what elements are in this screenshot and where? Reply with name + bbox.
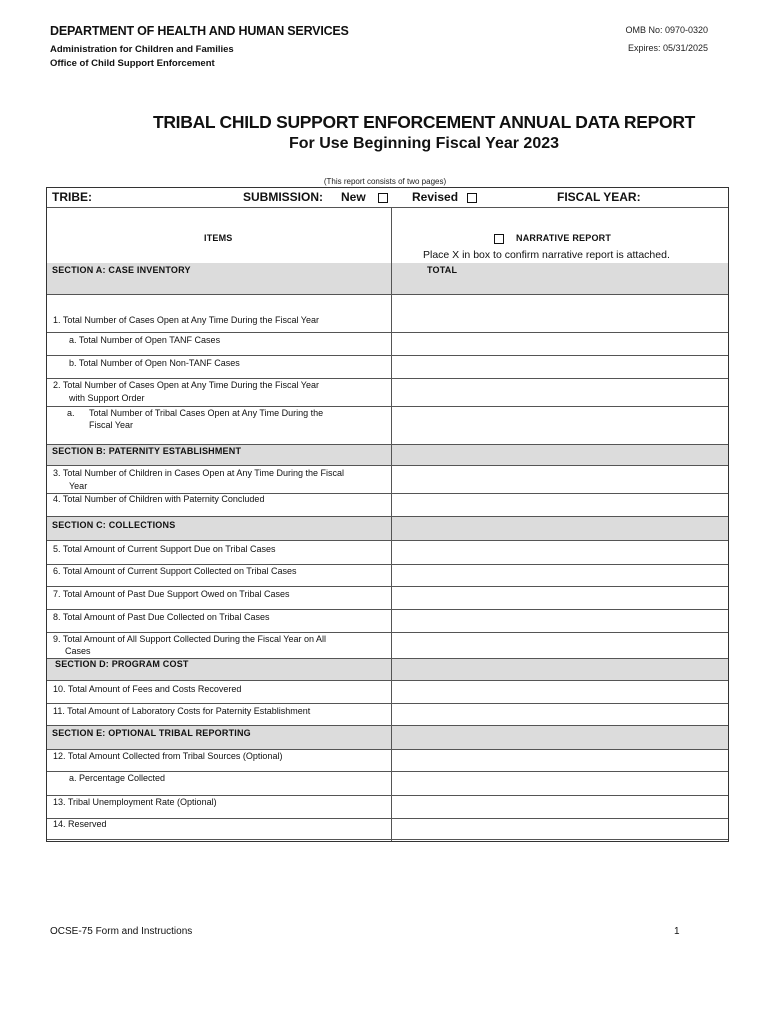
item-11-label: 11. Total Amount of Laboratory Costs for Paternity Establishment — [53, 706, 311, 716]
narrative-report-option[interactable] — [494, 233, 611, 244]
section-a-heading: SECTION A: CASE INVENTORY — [52, 265, 191, 275]
total-input-item-2[interactable] — [392, 378, 728, 406]
item-9-label: 9. Total Amount of All Support Collected During the Fiscal Year on All — [53, 634, 326, 644]
total-input-item-13[interactable] — [392, 795, 728, 818]
new-checkbox[interactable] — [378, 193, 388, 203]
tribe-label: TRIBE: — [52, 190, 92, 204]
section-b-heading: SECTION B: PATERNITY ESTABLISHMENT — [52, 446, 242, 456]
item-1b-label: b. Total Number of Open Non-TANF Cases — [69, 358, 240, 368]
item-5-label: 5. Total Amount of Current Support Due on Tribal Cases — [53, 544, 276, 554]
item-10-label: 10. Total Amount of Fees and Costs Recovered — [53, 684, 242, 694]
item-2a-label: Total Number of Tribal Cases Open at Any Time During the — [89, 408, 324, 418]
total-input-item-10[interactable] — [392, 680, 728, 703]
item-13-label: 13. Tribal Unemployment Rate (Optional) — [53, 797, 217, 807]
item-6-label: 6. Total Amount of Current Support Collected on Tribal Cases — [53, 566, 297, 576]
total-input-item-6[interactable] — [392, 564, 728, 586]
total-input-item-5[interactable] — [392, 540, 728, 564]
narrative-instruction: Place X in box to confirm narrative report is attached. — [423, 249, 670, 261]
item-1a-label: a. Total Number of Open TANF Cases — [69, 335, 221, 345]
item-12a-label: a. Percentage Collected — [69, 773, 166, 783]
section-c-heading: SECTION C: COLLECTIONS — [52, 520, 176, 530]
revised-label: Revised — [412, 190, 459, 204]
item-4-label: 4. Total Number of Children with Paternity Concluded — [53, 494, 265, 504]
item-2a-marker: a. — [67, 408, 75, 418]
department-name: DEPARTMENT OF HEALTH AND HUMAN SERVICES — [50, 24, 349, 38]
total-input-item-4[interactable] — [392, 493, 728, 516]
total-input-item-8[interactable] — [392, 609, 728, 632]
item-12-label: 12. Total Amount Collected from Tribal Sources (Optional) — [53, 751, 283, 761]
total-input-item-3[interactable] — [392, 465, 728, 493]
form-name-footer: OCSE-75 Form and Instructions — [50, 926, 193, 937]
item-1-label: 1. Total Number of Cases Open at Any Time During the Fiscal Year — [53, 315, 319, 325]
page-number: 1 — [674, 926, 680, 937]
total-input-item-12[interactable] — [392, 749, 728, 771]
expiration-date: Expires: 05/31/2025 — [627, 43, 708, 53]
item-7-label: 7. Total Amount of Past Due Support Owed on Tribal Cases — [53, 589, 290, 599]
total-column-header: TOTAL — [427, 265, 458, 275]
item-2-label: 2. Total Number of Cases Open at Any Time During the Fiscal Year — [53, 380, 319, 390]
submission-label: SUBMISSION: — [243, 190, 324, 204]
narrative-label: NARRATIVE REPORT — [516, 233, 612, 243]
administration-name: Administration for Children and Families — [50, 44, 234, 55]
items-column-header: ITEMS — [204, 233, 233, 243]
office-name: Office of Child Support Enforcement — [50, 58, 215, 69]
submission-revised-option[interactable] — [412, 190, 477, 204]
item-2a-label-cont: Fiscal Year — [89, 420, 134, 430]
total-input-item-7[interactable] — [392, 586, 728, 609]
revised-checkbox[interactable] — [467, 193, 477, 203]
data-report-form — [46, 187, 729, 842]
total-input-item-1a[interactable] — [392, 332, 728, 355]
report-subtitle: For Use Beginning Fiscal Year 2023 — [288, 135, 560, 152]
total-input-item-9[interactable] — [392, 632, 728, 658]
item-9-label-cont: Cases — [65, 646, 91, 656]
item-3-label-cont: Year — [69, 481, 88, 491]
section-d-heading: SECTION D: PROGRAM COST — [55, 659, 189, 669]
item-14-label: 14. Reserved — [53, 819, 107, 829]
page-count-note: (This report consists of two pages) — [323, 177, 447, 186]
submission-new-option[interactable] — [341, 190, 388, 204]
total-input-item-12a[interactable] — [392, 771, 728, 795]
total-input-item-11[interactable] — [392, 703, 728, 725]
new-label: New — [341, 190, 366, 204]
total-input-item-2a[interactable] — [392, 406, 728, 444]
fiscal-year-label: FISCAL YEAR: — [557, 190, 641, 204]
total-input-item-14[interactable] — [392, 818, 728, 839]
item-8-label: 8. Total Amount of Past Due Collected on Tribal Cases — [53, 612, 270, 622]
section-e-heading: SECTION E: OPTIONAL TRIBAL REPORTING — [52, 728, 251, 738]
total-input-item-1b[interactable] — [392, 355, 728, 378]
omb-number: OMB No: 0970-0320 — [625, 25, 708, 35]
total-input-item-1[interactable] — [392, 294, 728, 332]
report-title: TRIBAL CHILD SUPPORT ENFORCEMENT ANNUAL DATA REPORT — [152, 112, 696, 132]
item-3-label: 3. Total Number of Children in Cases Open at Any Time During the Fiscal — [53, 468, 344, 478]
item-2-label-cont: with Support Order — [69, 393, 145, 403]
narrative-checkbox[interactable] — [494, 234, 504, 244]
